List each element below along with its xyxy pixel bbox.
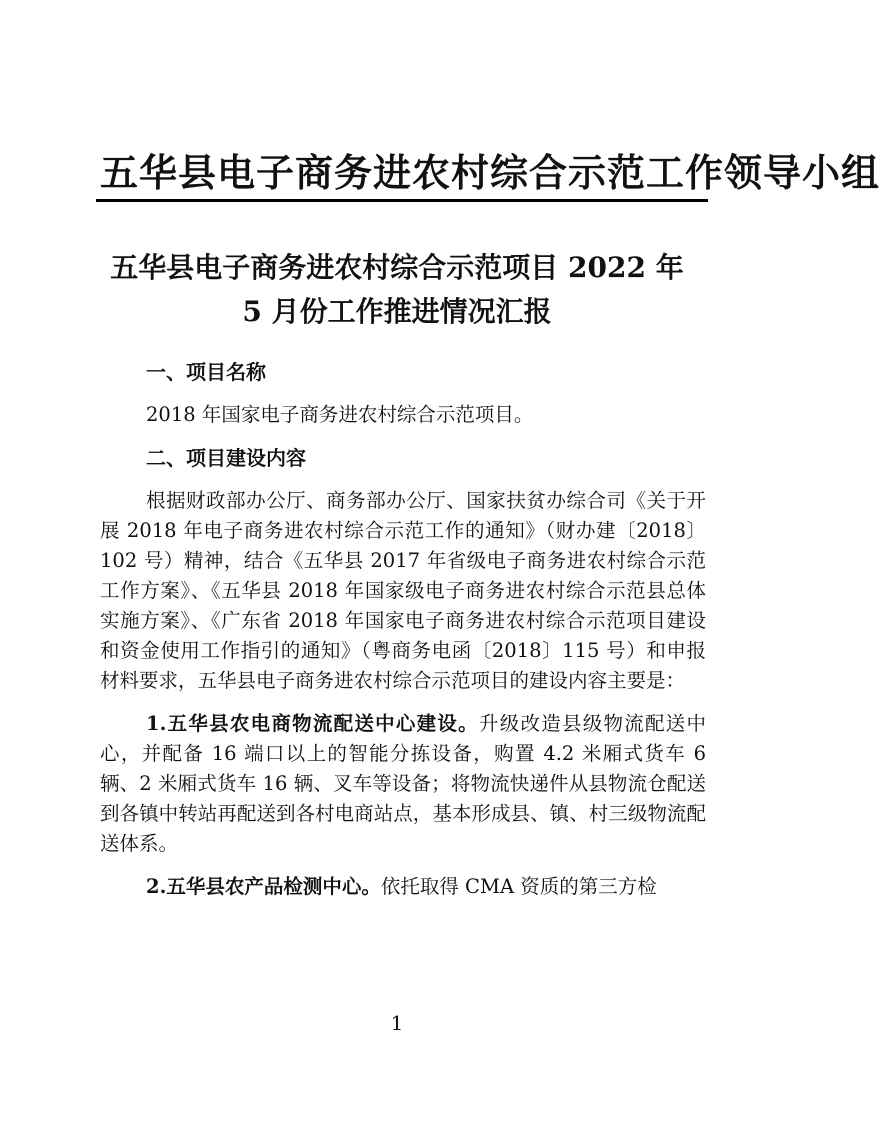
project-name-text: 2018 年国家电子商务进农村综合示范项目。	[146, 403, 534, 426]
page-number: 1	[390, 1011, 404, 1035]
construction-intro-paragraph: 根据财政部办公厅、商务部办公厅、国家扶贫办综合司《关于开展 2018 年电子商务进农村综合示范工作的通知》（财办建〔2018〕102 号）精神，结合《五华县 2017 年省级电子商务进农村综合示范工作方案》、《五华县 2018 年国家级电子商务进农村综合示范县总体实施方案》、《广东省 2018 年国家电子商务进农村综合示范项目建设和资金使用工作指引的通知》（粤商务电函〔2018〕115 号）和申报材料要求，五华县电子商务进农村综合示范项目的建设内容主要是：	[100, 489, 706, 692]
item-1-lead: 1.五华县农电商物流配送中心建设。	[146, 712, 479, 735]
document-title-line-1: 五华县电子商务进农村综合示范项目 2022 年	[110, 251, 684, 284]
item-1-text: 升级改造县级物流配送中心，并配备 16 端口以上的智能分拣设备，购置 4.2 米厢式货车 6 辆、2 米厢式货车 16 辆、叉车等设备；将物流快递件从县物流仓配送到各镇中转站再配送到各村电商站点，基本形成县、镇、村三级物流配送体系。	[100, 712, 706, 855]
document-title	[90, 246, 704, 334]
item-2-lead: 2.五华县农产品检测中心。	[146, 875, 381, 898]
header-divider	[96, 199, 708, 202]
section-heading-construction-content: 二、项目建设内容	[146, 446, 306, 470]
section-heading-project-name: 一、项目名称	[146, 360, 266, 384]
item-1-paragraph	[100, 709, 706, 859]
item-2-text: 依托取得 CMA 资质的第三方检	[380, 875, 657, 898]
item-2-paragraph	[100, 872, 706, 902]
document-title-line-2: 5 月份工作推进情况汇报	[242, 295, 552, 328]
org-header-title: 五华县电子商务进农村综合示范工作领导小组	[100, 150, 880, 195]
document-body	[100, 357, 706, 915]
